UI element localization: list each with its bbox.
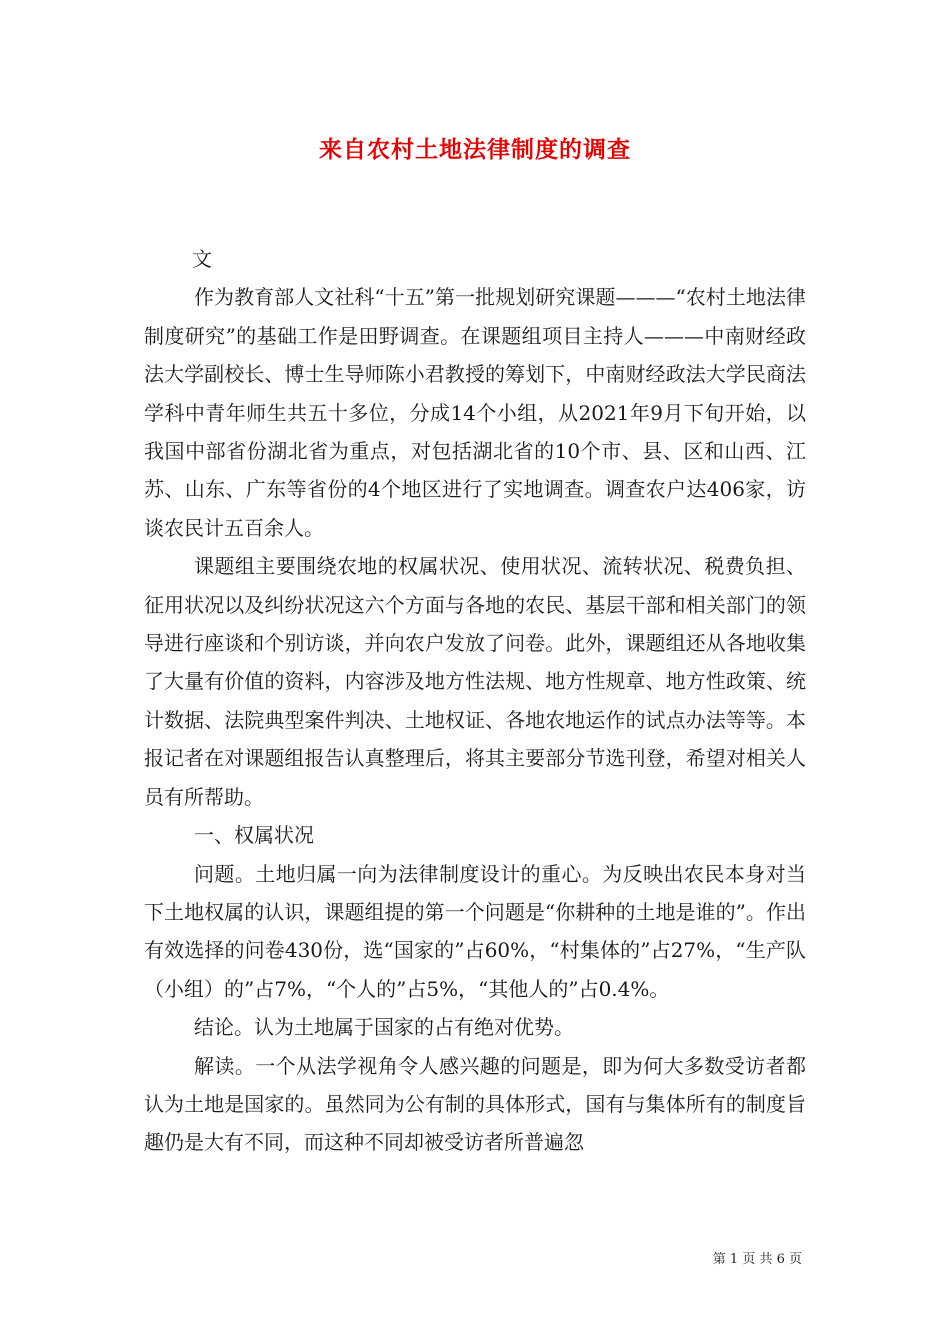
author-line: 文 (192, 247, 212, 271)
paragraph-conclusion: 结论。认为土地属于国家的占有绝对优势。 (194, 1015, 574, 1040)
page-number-footer: 第 1 页 共 6 页 (712, 1252, 802, 1267)
paragraph-question: 问题。土地归属一向为法律制度设计的重心。为反映出农民本身对当下土地权属的认识，课题组提的第一个问题是“你耕种的土地是谁的”。作出有效选择的问卷430份，选“国家的”占60%，“村集体的”占27%，“生产队（小组）的”占7%，“个人的”占5%，“其他人的”占0.4%。 (144, 861, 806, 1001)
section-heading-ownership: 一、权属状况 (194, 823, 314, 848)
paragraph-interpretation: 解读。一个从法学视角令人感兴趣的问题是，即为何大多数受访者都认为土地是国家的。虽然同为公有制的具体形式，国有与集体所有的制度旨趣仍是大有不同，而这种不同却被受访者所普遍忽 (144, 1053, 806, 1155)
document-title: 来自农村土地法律制度的调查 (319, 136, 631, 163)
paragraph-intro: 作为教育部人文社科“十五”第一批规划研究课题———“农村土地法律制度研究”的基础工作是田野调查。在课题组项目主持人———中南财经政法大学副校长、博士生导师陈小君教授的筹划下，中南财经政法大学民商法学科中青年师生共五十多位，分成14个小组，从2021年9月下旬开始，以我国中部省份湖北省为重点，对包括湖北省的10个市、县、区和山西、江苏、山东、广东等省份的4个地区进行了实地调查。调查农户达406家，访谈农民计五百余人。 (144, 285, 806, 540)
paragraph-scope: 课题组主要围绕农地的权属状况、使用状况、流转状况、税费负担、征用状况以及纠纷状况这六个方面与各地的农民、基层干部和相关部门的领导进行座谈和个别访谈，并向农户发放了问卷。此外，课题组还从各地收集了大量有价值的资料，内容涉及地方性法规、地方性规章、地方性政策、统计数据、法院典型案件判决、土地权证、各地农地运作的试点办法等等。本报记者在对课题组报告认真整理后，将其主要部分节选刊登，希望对相关人员有所帮助。 (144, 554, 806, 809)
document-body (144, 240, 806, 1162)
